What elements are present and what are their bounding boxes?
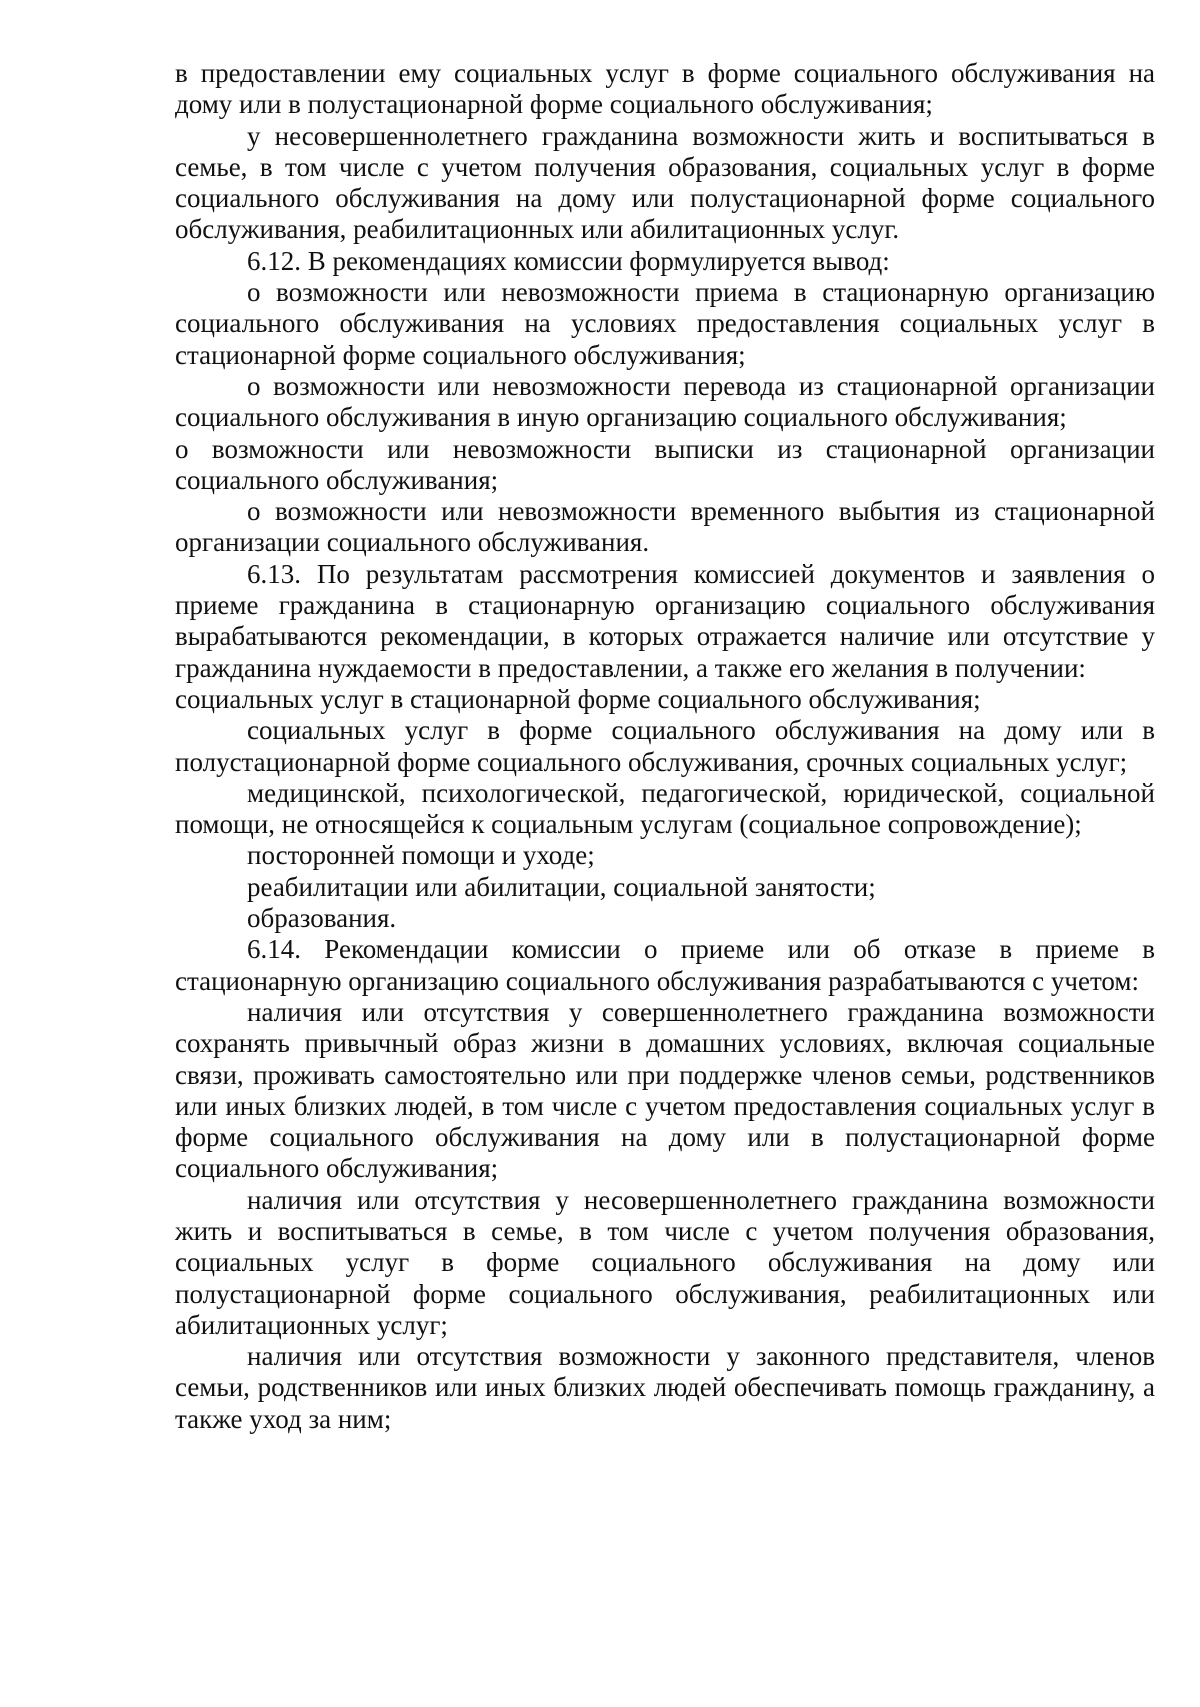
paragraph-adult-possibility: наличия или отсутствия у совершеннолетнего гражданина возможности сохранять привычный образ жизни в домашних условиях, включая социальные связи, проживать самостоятельно или при поддержке членов семьи, родственников или иных близких людей, в том числе с учетом предоставления социальных услуг в форме социального обслуживания на дому или в полустационарной форме социального обслуживания; — [175, 996, 1155, 1184]
document-body — [175, 58, 1155, 1435]
paragraph-admission-conclusion: о возможности или невозможности приема в стационарную организацию социального обслуживания на условиях предоставления социальных услуг в стационарной форме социального обслуживания; — [175, 277, 1155, 370]
paragraph-6-14: 6.14. Рекомендации комиссии о приеме или об отказе в приеме в стационарную организацию социального обслуживания разрабатываются с учетом: — [175, 934, 1155, 996]
paragraph-6-12-heading: 6.12. В рекомендациях комиссии формулируется вывод: — [247, 245, 890, 276]
paragraph-representative-possibility: наличия или отсутствия возможности у законного представителя, членов семьи, родственников или иных близких людей обеспечивать помощь гражданину, а также уход за ним; — [175, 1341, 1155, 1434]
paragraph-minor-possibility: наличия или отсутствия у несовершеннолетнего гражданина возможности жить и воспитываться в семье, в том числе с учетом получения образования, социальных услуг в форме социального обслуживания на дому или полустационарной форме социального обслуживания, реабилитационных или абилитационных услуг; — [175, 1184, 1155, 1340]
paragraph-temporary-leave-conclusion: о возможности или невозможности временного выбытия из стационарной организации социального обслуживания. — [175, 496, 1155, 558]
paragraph-continuation: в предоставлении ему социальных услуг в форме социального обслуживания на дому или в полустационарной форме социального обслуживания; — [175, 58, 1155, 120]
paragraph-care: посторонней помощи и уходе; — [247, 840, 595, 871]
paragraph-discharge-conclusion: о возможности или невозможности выписки из стационарной организации социального обслуживания; — [175, 433, 1155, 495]
paragraph-social-support: медицинской, психологической, педагогической, юридической, социальной помощи, не относящейся к социальным услугам (социальное сопровождение); — [175, 777, 1155, 840]
paragraph-transfer-conclusion: о возможности или невозможности перевода из стационарной организации социального обслуживания в иную организацию социального обслуживания; — [175, 370, 1155, 433]
paragraph-stationary-services: социальных услуг в стационарной форме социального обслуживания; — [175, 683, 981, 714]
paragraph-education: образования. — [247, 903, 397, 934]
paragraph-rehabilitation: реабилитации или абилитации, социальной занятости; — [247, 871, 876, 902]
paragraph-minor-family-option: у несовершеннолетнего гражданина возможности жить и воспитываться в семье, в том числе с учетом получения образования, социальных услуг в форме социального обслуживания на дому или полустационарной форме социального обслуживания, реабилитационных или абилитационных услуг. — [175, 120, 1155, 245]
paragraph-home-services: социальных услуг в форме социального обслуживания на дому или в полустационарной форме социального обслуживания, срочных социальных услуг; — [175, 715, 1155, 777]
paragraph-6-13: 6.13. По результатам рассмотрения комиссией документов и заявления о приеме гражданина в стационарную организацию социального обслуживания вырабатываются рекомендации, в которых отражается наличие или отсутствие у гражданина нуждаемости в предоставлении, а также его желания в получении: — [175, 558, 1155, 683]
